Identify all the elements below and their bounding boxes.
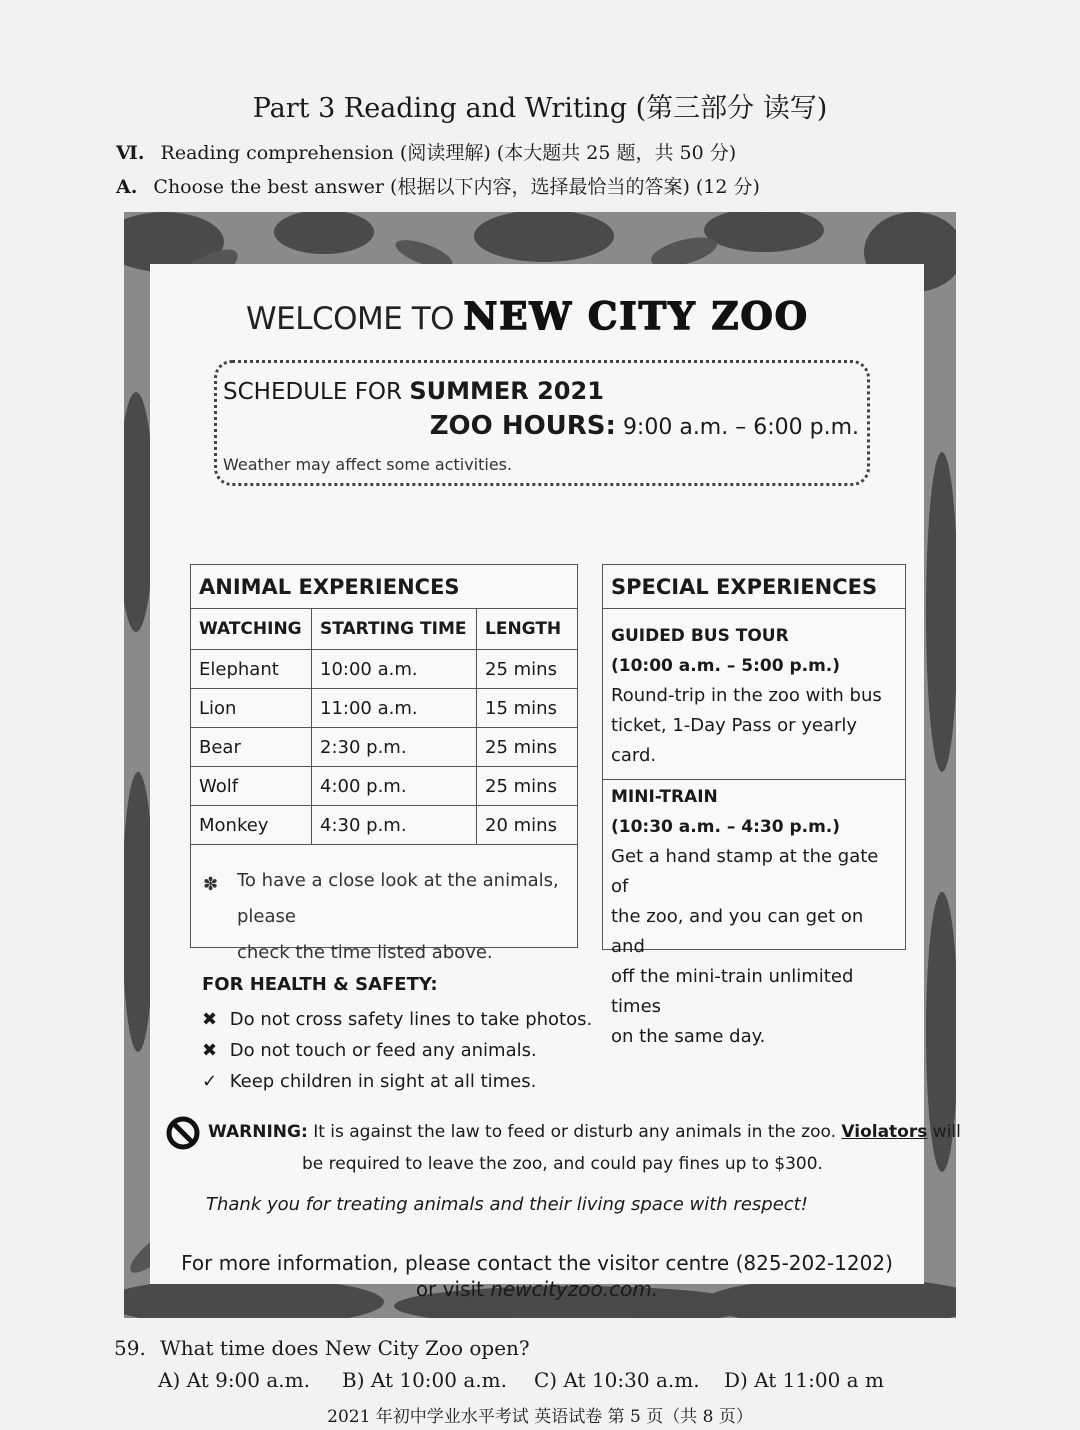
no-entry-icon bbox=[166, 1116, 200, 1150]
bus-tour-desc: ticket, 1-Day Pass or yearly card. bbox=[611, 715, 858, 766]
animal-experiences-box bbox=[190, 564, 578, 963]
cross-icon: ✖ bbox=[202, 1040, 218, 1061]
table-cell: 2:30 p.m. bbox=[312, 728, 477, 767]
table-cell: Wolf bbox=[191, 767, 312, 806]
special-experiences-title: SPECIAL EXPERIENCES bbox=[603, 565, 905, 609]
flower-bullet-icon: ✽ bbox=[203, 874, 219, 895]
guided-bus-tour bbox=[603, 609, 905, 771]
rule-text: Keep children in sight at all times. bbox=[229, 1071, 537, 1092]
animal-note-line: To have a close look at the animals, please bbox=[237, 870, 559, 927]
zoo-poster bbox=[124, 212, 961, 1318]
table-cell: Lion bbox=[191, 689, 312, 728]
table-row bbox=[191, 650, 577, 689]
table-cell: 25 mins bbox=[477, 650, 578, 689]
table-cell: 25 mins bbox=[477, 767, 578, 806]
table-cell: 25 mins bbox=[477, 728, 578, 767]
animal-schedule-table bbox=[191, 609, 577, 845]
zoo-hours bbox=[430, 411, 859, 441]
list-item bbox=[202, 1071, 592, 1102]
contact-line: For more information, please contact the visitor centre (825-202-1202) bbox=[181, 1251, 893, 1275]
section-a-text: Choose the best answer (根据以下内容，选择最恰当的答案) (12 分) bbox=[153, 176, 760, 198]
list-item bbox=[202, 1009, 592, 1040]
table-cell: Bear bbox=[191, 728, 312, 767]
welcome-prefix: WELCOME TO bbox=[246, 301, 455, 337]
contact-line bbox=[150, 1276, 924, 1302]
mini-train-desc: on the same day. bbox=[611, 1026, 766, 1047]
animal-experiences-title: ANIMAL EXPERIENCES bbox=[191, 565, 577, 609]
bus-tour-desc: Round-trip in the zoo with bus bbox=[611, 685, 882, 706]
question-text: What time does New City Zoo open? bbox=[160, 1336, 530, 1360]
table-cell: Monkey bbox=[191, 806, 312, 845]
table-cell: 11:00 a.m. bbox=[312, 689, 477, 728]
table-row bbox=[191, 689, 577, 728]
table-row bbox=[191, 728, 577, 767]
column-header: WATCHING bbox=[191, 609, 312, 650]
question-number: 59. bbox=[114, 1336, 146, 1360]
column-header: LENGTH bbox=[477, 609, 578, 650]
schedule-season: SUMMER 2021 bbox=[409, 377, 604, 405]
warning-label: WARNING: bbox=[208, 1122, 308, 1142]
animal-note bbox=[191, 845, 577, 971]
answer-option-c[interactable]: C) At 10:30 a.m. bbox=[534, 1368, 700, 1392]
warning-text: It is against the law to feed or disturb any animals in the zoo. bbox=[313, 1122, 836, 1142]
weather-note: Weather may affect some activities. bbox=[223, 455, 513, 474]
schedule-heading bbox=[223, 377, 604, 405]
table-header-row bbox=[191, 609, 577, 650]
mini-train-desc: the zoo, and you can get on and bbox=[611, 906, 864, 957]
list-item bbox=[202, 1040, 592, 1071]
zoo-brand-name: NEW CITY ZOO bbox=[463, 294, 809, 338]
mini-train-title: MINI-TRAIN bbox=[611, 787, 718, 807]
table-cell: 4:30 p.m. bbox=[312, 806, 477, 845]
warning-line bbox=[208, 1122, 961, 1142]
section-vi-line bbox=[116, 138, 736, 165]
violators-word: Violators bbox=[841, 1122, 928, 1142]
warning-line-2: be required to leave the zoo, and could pay fines up to $300. bbox=[302, 1154, 823, 1174]
special-experiences-box bbox=[602, 564, 906, 1047]
contact-info bbox=[150, 1250, 924, 1302]
section-vi-number: Ⅵ. bbox=[116, 142, 145, 164]
mini-train-desc: Get a hand stamp at the gate of bbox=[611, 846, 879, 897]
table-cell: 15 mins bbox=[477, 689, 578, 728]
website-link[interactable]: newcityzoo.com. bbox=[490, 1277, 659, 1301]
table-cell: 20 mins bbox=[477, 806, 578, 845]
poster-content bbox=[150, 264, 961, 1301]
zoo-hours-value: 9:00 a.m. – 6:00 p.m. bbox=[622, 415, 859, 440]
answer-option-a[interactable]: A) At 9:00 a.m. bbox=[158, 1368, 310, 1392]
thanks-message: Thank you for treating animals and their living space with respect! bbox=[206, 1194, 808, 1215]
table-row bbox=[191, 806, 577, 845]
section-vi-text: Reading comprehension (阅读理解) (本大题共 25 题，共 50 分) bbox=[160, 142, 737, 164]
check-icon: ✓ bbox=[202, 1071, 218, 1092]
answer-option-d[interactable]: D) At 11:00 a m bbox=[724, 1368, 884, 1392]
table-row bbox=[191, 767, 577, 806]
rule-text: Do not touch or feed any animals. bbox=[229, 1040, 537, 1061]
schedule-box bbox=[214, 360, 870, 486]
question-59 bbox=[114, 1336, 530, 1360]
schedule-label: SCHEDULE FOR bbox=[223, 379, 403, 405]
column-header: STARTING TIME bbox=[312, 609, 477, 650]
table-cell: Elephant bbox=[191, 650, 312, 689]
mini-train-desc: off the mini-train unlimited times bbox=[611, 966, 854, 1017]
health-safety-section bbox=[202, 974, 592, 1102]
section-a-line bbox=[116, 172, 760, 199]
welcome-heading bbox=[246, 294, 866, 338]
table-cell: 4:00 p.m. bbox=[312, 767, 477, 806]
animal-note-line: check the time listed above. bbox=[237, 942, 493, 963]
mini-train-time: (10:30 a.m. – 4:30 p.m.) bbox=[611, 817, 841, 837]
cross-icon: ✖ bbox=[202, 1009, 218, 1030]
health-safety-title: FOR HEALTH & SAFETY: bbox=[202, 974, 438, 995]
answer-option-b[interactable]: B) At 10:00 a.m. bbox=[342, 1368, 507, 1392]
page-title: Part 3 Reading and Writing (第三部分 读写) bbox=[252, 93, 828, 124]
zoo-hours-label: ZOO HOURS: bbox=[429, 411, 616, 441]
section-a-number: A. bbox=[116, 176, 138, 198]
page-footer: 2021 年初中学业水平考试 英语试卷 第 5 页（共 8 页） bbox=[327, 1407, 753, 1427]
bus-tour-time: (10:00 a.m. – 5:00 p.m.) bbox=[611, 656, 841, 676]
rule-text: Do not cross safety lines to take photos. bbox=[229, 1009, 593, 1030]
mini-train bbox=[603, 780, 905, 1052]
table-cell: 10:00 a.m. bbox=[312, 650, 477, 689]
contact-prefix: or visit bbox=[415, 1277, 484, 1301]
bus-tour-title: GUIDED BUS TOUR bbox=[611, 626, 789, 646]
warning-text: will bbox=[932, 1122, 961, 1142]
